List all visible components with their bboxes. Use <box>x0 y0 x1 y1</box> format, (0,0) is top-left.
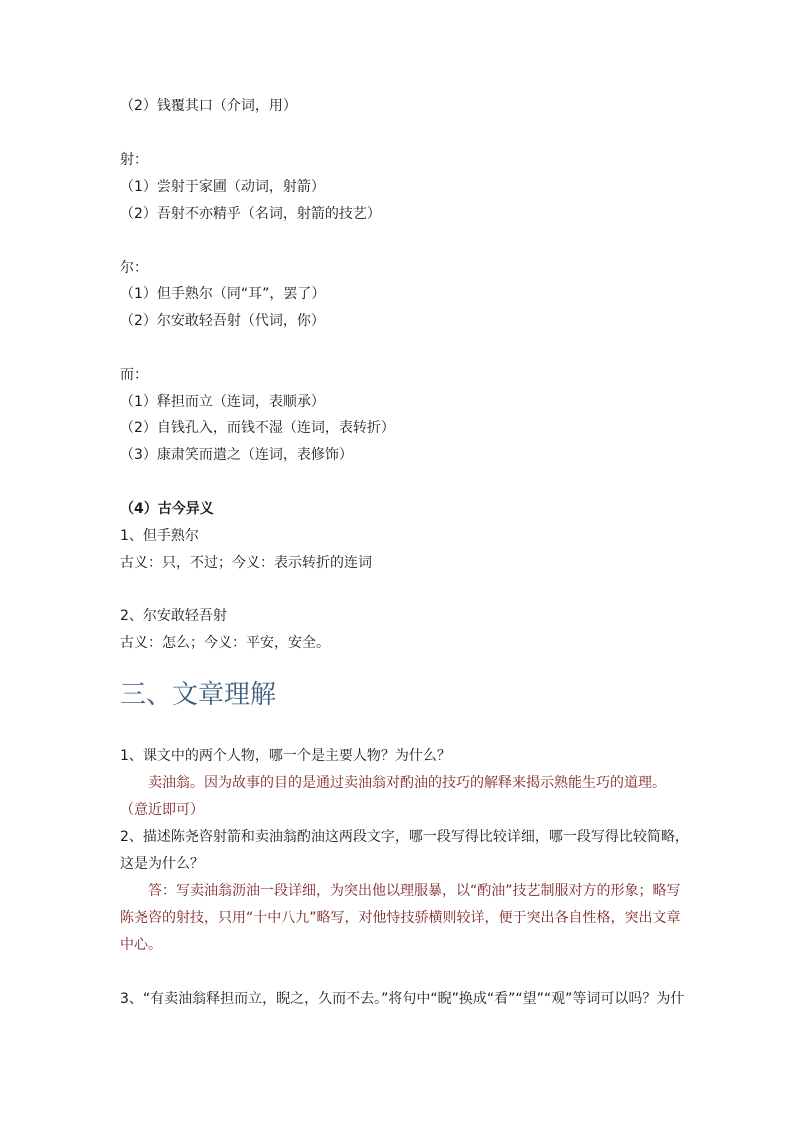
answer: 答：写卖油翁沥油一段详细，为突出他以理服暴，以“酌油”技艺制服对方的形象；略写 <box>148 883 681 899</box>
text-line: （2）吾射不亦精乎（名词，射箭的技艺） <box>120 206 381 222</box>
answer: 中心。 <box>120 937 162 953</box>
section-heading: 三、文章理解 <box>120 680 277 710</box>
text-line: 古义：怎么；今义：平安，安全。 <box>120 635 330 651</box>
answer: 卖油翁。因为故事的目的是通过卖油翁对酌油的技巧的解释来揭示熟能生巧的道理。 <box>148 775 666 791</box>
text-line: （1）但手熟尔（同“耳”，罢了） <box>120 286 326 302</box>
text-line: 古义：只，不过；今义：表示转折的连词 <box>120 555 372 571</box>
answer: 陈尧咨的射技，只用“十中八九”略写，对他恃技骄横则较详，便于突出各自性格，突出文章 <box>120 910 681 926</box>
text-line: （2）尔安敢轻吾射（代词，你） <box>120 313 325 329</box>
term-label: 尔： <box>120 260 148 276</box>
text-line: （1）释担而立（连词，表顺承） <box>120 394 325 410</box>
term-label: 射： <box>120 152 148 168</box>
question: 2、描述陈尧咨射箭和卖油翁酌油这两段文字，哪一段写得比较详细，哪一段写得比较简略， <box>120 829 689 845</box>
text-line: （2）钱覆其口（介词，用） <box>120 98 297 114</box>
text-line: （2）自钱孔入，而钱不湿（连词，表转折） <box>120 420 395 436</box>
text-line: 1、但手熟尔 <box>120 528 199 544</box>
answer: （意近即可） <box>120 802 204 818</box>
text-line: （1）尝射于家圃（动词，射箭） <box>120 179 325 195</box>
term-label: 而： <box>120 367 148 383</box>
subsection-title: （4）古今异义 <box>120 501 214 517</box>
text-line: 2、尔安敢轻吾射 <box>120 608 227 624</box>
question: 3、“有卖油翁释担而立，睨之，久而不去。”将句中“睨”换成“看”“望”“观”等词可以吗？为什 <box>120 991 685 1007</box>
text-line: （3）康肃笑而遣之（连词，表修饰） <box>120 447 353 463</box>
question: 1、课文中的两个人物，哪一个是主要人物？为什么？ <box>120 748 451 764</box>
question: 这是为什么？ <box>120 856 204 872</box>
